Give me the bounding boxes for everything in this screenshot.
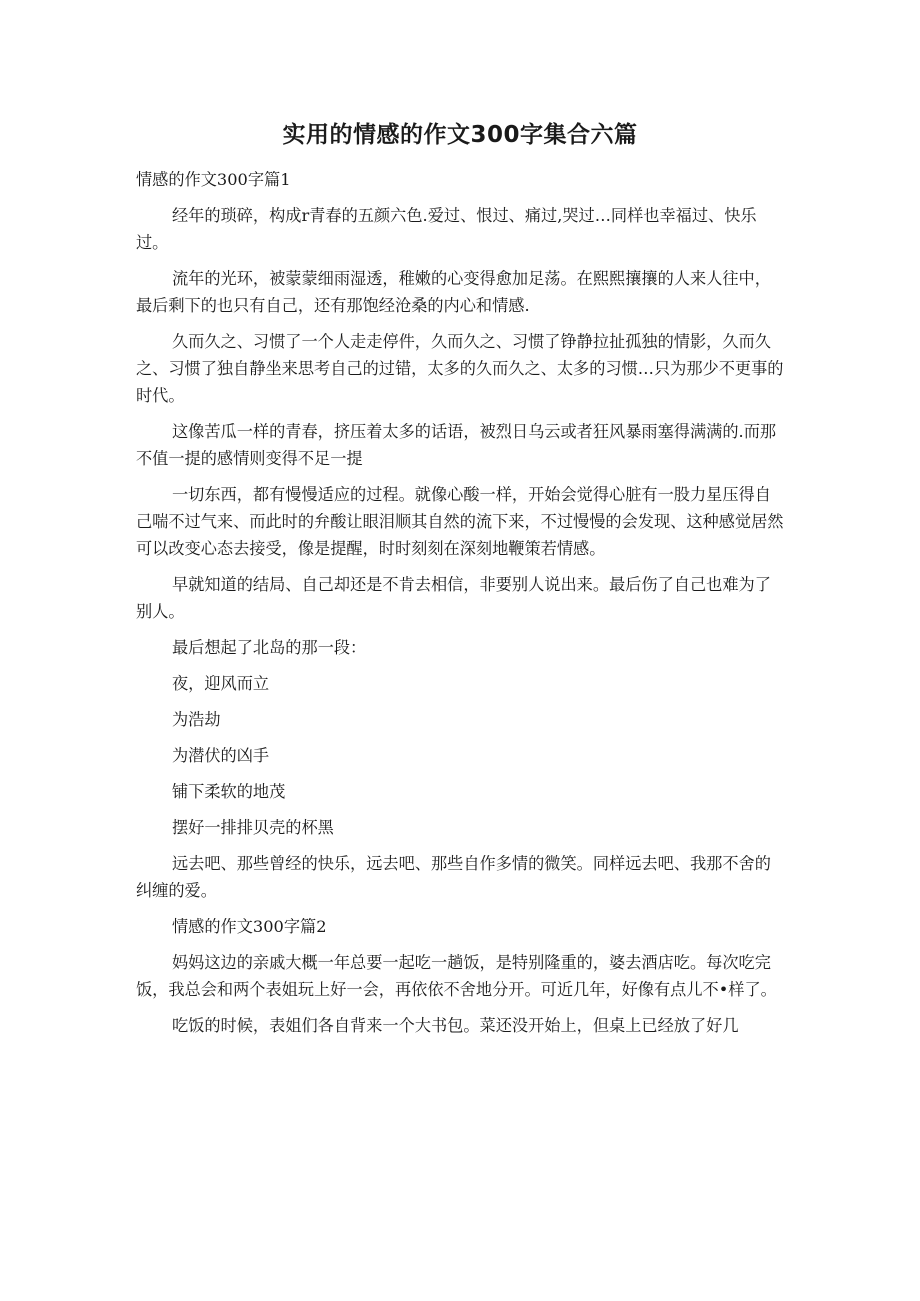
verse-line-2: 为浩劫: [172, 710, 221, 729]
paragraph-7: 最后想起了北岛的那一段：: [172, 638, 367, 657]
paragraph-2: 流年的光环，被蒙蒙细雨湿透，稚嫩的心变得愈加足荡。在熙熙攘攘的人来人往中，最后剩下的也只有自己，还有那饱经沧桑的内心和情感.: [136, 269, 771, 315]
paragraph-5: 一切东西，都有慢慢适应的过程。就像心酸一样，开始会觉得心脏有一股力星压得自己喘不过气来、而此时的弁酸让眼泪顺其自然的流下来，不过慢慢的会发现、这种感觉居然可以改变心态去接受，像是提醒，时时刻刻在深刻地鞭策若情感。: [136, 485, 784, 558]
verse-line-3: 为潜伏的凶手: [172, 746, 270, 765]
paragraph-6: 早就知道的结局、自己却还是不肯去相信，非要别人说出来。最后伤了自己也难为了别人。: [136, 575, 771, 621]
paragraph-1: 经年的琐碎，构成r青春的五颜六色.爱过、恨过、痛过,哭过…同样也幸福过、快乐过。: [136, 206, 757, 252]
paragraph-4: 这像苦瓜一样的青春，挤压着太多的话语，被烈日乌云或者狂风暴雨塞得满满的.而那不值一提的感情则变得不足一提: [136, 422, 777, 468]
paragraph-3: 久而久之、习惯了一个人走走停件，久而久之、习惯了铮静拉扯孤独的情影，久而久之、习惯了独自静坐来思考自己的过错，太多的久而久之、太多的习惯…只为那少不更事的时代。: [136, 332, 784, 405]
section-heading-2: 情感的作文300字篇2: [172, 917, 327, 936]
paragraph-9: 妈妈这边的亲戚大概一年总要一起吃一趟饭，是特别隆重的，婆去酒店吃。每次吃完饭，我总会和两个表姐玩上好一会，再依依不舍地分开。可近几年，好像有点儿不•样了。: [136, 953, 777, 999]
document-body: [136, 166, 786, 1048]
verse-line-4: 铺下柔软的地茂: [172, 782, 286, 801]
paragraph-10: 吃饭的时候，表姐们各自背来一个大书包。菜还没开始上，但桌上已经放了好几: [172, 1016, 739, 1035]
verse-line-5: 摆好一排排贝壳的杯黑: [172, 818, 334, 837]
document-title: 实用的情感的作文300字集合六篇: [282, 122, 638, 148]
verse-line-1: 夜，迎风而立: [172, 674, 270, 693]
section-heading-1: 情感的作文300字篇1: [136, 170, 291, 189]
paragraph-8: 远去吧、那些曾经的快乐，远去吧、那些自作多情的微笑。同样远去吧、我那不舍的纠缠的爱。: [136, 854, 771, 900]
